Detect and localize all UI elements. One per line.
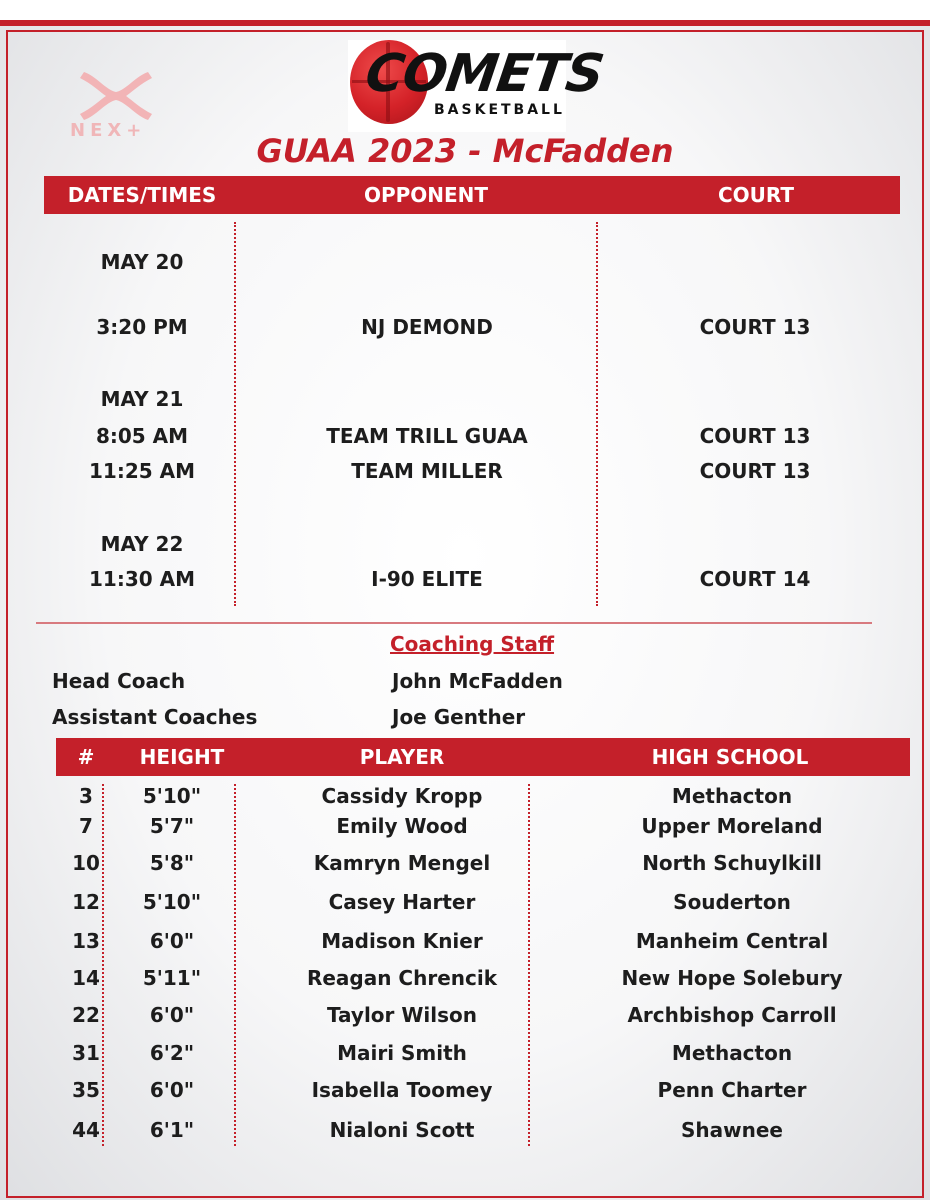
schedule-date: MAY 21 bbox=[100, 387, 184, 411]
event-title: GUAA 2023 - McFadden bbox=[256, 132, 674, 170]
player-name: Isabella Toomey bbox=[311, 1078, 493, 1102]
game-court: COURT 14 bbox=[699, 567, 811, 591]
game-opponent: TEAM TRILL GUAA bbox=[326, 424, 528, 448]
team-name: COMETS bbox=[361, 44, 607, 104]
header-opponent: OPPONENT bbox=[363, 183, 489, 207]
player-height: 5'10" bbox=[142, 784, 202, 808]
player-name: Taylor Wilson bbox=[326, 1003, 478, 1027]
game-time: 11:30 AM bbox=[88, 567, 196, 591]
game-time: 11:25 AM bbox=[88, 459, 196, 483]
player-name: Nialoni Scott bbox=[329, 1118, 475, 1142]
player-number: 44 bbox=[72, 1118, 100, 1142]
player-height: 5'11" bbox=[142, 966, 202, 990]
game-time: 3:20 PM bbox=[96, 315, 188, 339]
player-height: 5'10" bbox=[142, 890, 202, 914]
player-name: Mairi Smith bbox=[337, 1041, 467, 1065]
roster-divider bbox=[234, 784, 236, 1146]
schedule-divider bbox=[234, 222, 236, 606]
player-school: North Schuylkill bbox=[642, 851, 822, 875]
player-name: Emily Wood bbox=[336, 814, 468, 838]
section-divider bbox=[36, 622, 872, 624]
player-school: Upper Moreland bbox=[641, 814, 823, 838]
player-name: Cassidy Kropp bbox=[321, 784, 483, 808]
player-school: Manheim Central bbox=[635, 929, 829, 953]
player-number: 13 bbox=[72, 929, 100, 953]
player-school: Souderton bbox=[673, 890, 791, 914]
schedule-date: MAY 20 bbox=[100, 250, 184, 274]
player-height: 6'0" bbox=[149, 929, 195, 953]
player-name: Kamryn Mengel bbox=[313, 851, 491, 875]
player-school: Shawnee bbox=[681, 1118, 783, 1142]
player-height: 6'2" bbox=[149, 1041, 195, 1065]
roster-divider bbox=[102, 784, 104, 1146]
staff-name: Joe Genther bbox=[392, 705, 526, 729]
player-school: Archbishop Carroll bbox=[627, 1003, 837, 1027]
player-number: 12 bbox=[72, 890, 100, 914]
player-name: Reagan Chrencik bbox=[306, 966, 498, 990]
player-number: 14 bbox=[72, 966, 100, 990]
game-opponent: I-90 ELITE bbox=[371, 567, 483, 591]
player-number: 35 bbox=[72, 1078, 100, 1102]
schedule-date: MAY 22 bbox=[100, 532, 184, 556]
staff-role: Head Coach bbox=[52, 669, 186, 693]
game-opponent: TEAM MILLER bbox=[351, 459, 503, 483]
player-height: 6'0" bbox=[149, 1078, 195, 1102]
game-court: COURT 13 bbox=[699, 315, 811, 339]
header-height: HEIGHT bbox=[139, 745, 225, 769]
game-court: COURT 13 bbox=[699, 459, 811, 483]
game-court: COURT 13 bbox=[699, 424, 811, 448]
staff-name: John McFadden bbox=[392, 669, 563, 693]
schedule-divider bbox=[596, 222, 598, 606]
player-number: 3 bbox=[79, 784, 93, 808]
player-height: 6'1" bbox=[149, 1118, 195, 1142]
player-school: New Hope Solebury bbox=[621, 966, 843, 990]
team-sport: BASKETBALL bbox=[434, 102, 565, 118]
player-number: 31 bbox=[72, 1041, 100, 1065]
staff-role: Assistant Coaches bbox=[52, 705, 258, 729]
player-school: Methacton bbox=[671, 1041, 793, 1065]
header-school: HIGH SCHOOL bbox=[651, 745, 809, 769]
player-number: 7 bbox=[79, 814, 93, 838]
player-school: Penn Charter bbox=[657, 1078, 807, 1102]
header-number: # bbox=[77, 745, 95, 769]
roster-divider bbox=[528, 784, 530, 1146]
schedule-header bbox=[44, 176, 900, 214]
roster-header bbox=[56, 738, 910, 776]
game-time: 8:05 AM bbox=[95, 424, 189, 448]
player-school: Methacton bbox=[671, 784, 793, 808]
player-number: 22 bbox=[72, 1003, 100, 1027]
sponsor-text: NEX+ bbox=[70, 120, 147, 141]
team-logo bbox=[348, 40, 607, 132]
player-number: 10 bbox=[72, 851, 100, 875]
player-height: 5'7" bbox=[149, 814, 195, 838]
player-name: Casey Harter bbox=[328, 890, 476, 914]
staff-title: Coaching Staff bbox=[390, 632, 555, 656]
header-court: COURT bbox=[717, 183, 795, 207]
header-dates: DATES/TIMES bbox=[67, 183, 217, 207]
player-name: Madison Knier bbox=[321, 929, 483, 953]
game-opponent: NJ DEMOND bbox=[361, 315, 493, 339]
player-height: 6'0" bbox=[149, 1003, 195, 1027]
header-player: PLAYER bbox=[359, 745, 445, 769]
player-height: 5'8" bbox=[149, 851, 195, 875]
